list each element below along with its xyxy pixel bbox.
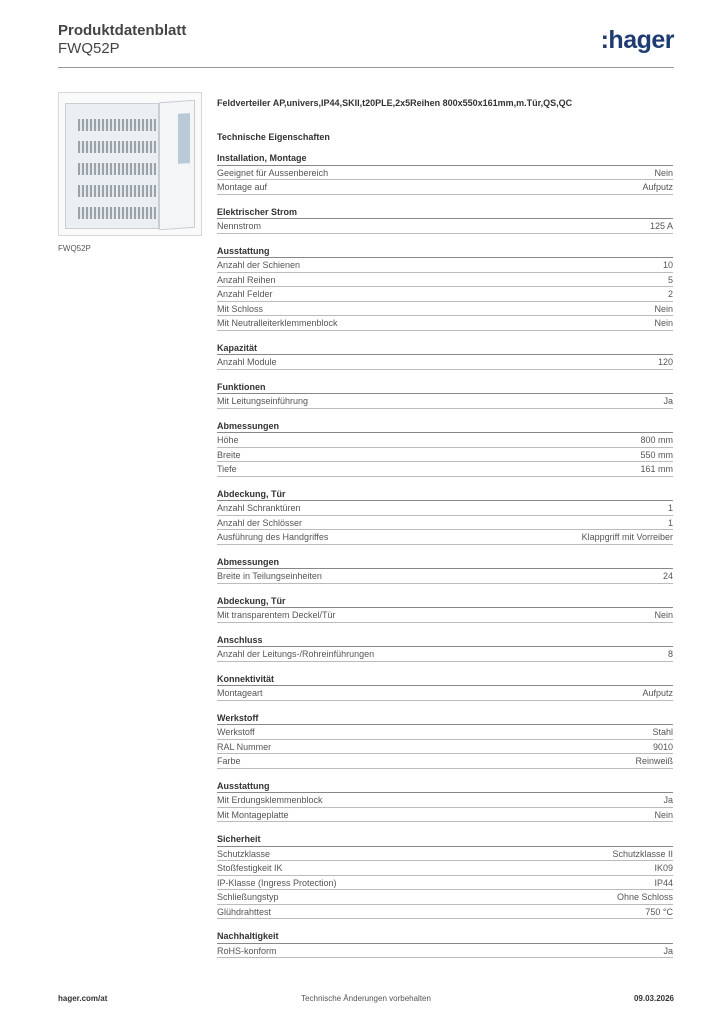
spec-label: Breite in Teilungseinheiten xyxy=(217,571,322,581)
spec-row xyxy=(217,448,673,463)
spec-value: 550 mm xyxy=(640,449,673,460)
spec-row xyxy=(217,890,673,905)
spec-section xyxy=(217,419,673,487)
section-title: Abdeckung, Tür xyxy=(217,594,673,609)
module-row xyxy=(78,140,160,152)
spec-value: Klappgriff mit Vorreiber xyxy=(581,532,673,542)
section-title: Funktionen xyxy=(217,380,673,395)
spec-section xyxy=(217,151,673,205)
spec-value: Ja xyxy=(663,795,673,805)
cabinet-body xyxy=(65,103,159,229)
spec-row xyxy=(217,686,673,701)
spec-value: 1 xyxy=(667,517,673,528)
spec-label: Höhe xyxy=(217,435,239,445)
spec-row xyxy=(217,516,673,531)
module-row xyxy=(78,118,160,130)
spec-row xyxy=(217,273,673,288)
spec-row xyxy=(217,725,673,740)
spec-label: IP-Klasse (Ingress Protection) xyxy=(217,877,337,888)
spec-value: 750 °C xyxy=(645,906,673,917)
section-title: Kapazität xyxy=(217,341,673,356)
spec-label: Anzahl Schranktüren xyxy=(217,503,301,513)
door-label-strip xyxy=(178,113,190,164)
spec-value: 24 xyxy=(662,571,673,581)
spec-row xyxy=(217,608,673,623)
spec-value: 2 xyxy=(667,289,673,299)
spec-value: 5 xyxy=(667,274,673,285)
spec-label: Mit Schloss xyxy=(217,303,264,314)
spec-row xyxy=(217,861,673,876)
spec-section xyxy=(217,779,673,833)
spec-row xyxy=(217,530,673,545)
spec-label: Anzahl Module xyxy=(217,357,277,367)
spec-value: Reinweiß xyxy=(635,756,673,766)
spec-sections xyxy=(217,151,673,968)
module-row xyxy=(78,206,160,218)
spec-row xyxy=(217,462,673,477)
section-title: Abmessungen xyxy=(217,419,673,434)
spec-section xyxy=(217,633,673,672)
spec-row xyxy=(217,944,673,959)
spec-label: Anzahl der Schienen xyxy=(217,260,301,270)
spec-label: RAL Nummer xyxy=(217,741,272,752)
section-title: Abdeckung, Tür xyxy=(217,487,673,502)
spec-section xyxy=(217,832,673,929)
document-header xyxy=(58,22,674,68)
spec-label: Tiefe xyxy=(217,464,237,474)
section-title: Werkstoff xyxy=(217,711,673,726)
section-title: Nachhaltigkeit xyxy=(217,929,673,944)
spec-row xyxy=(217,394,673,409)
section-title: Ausstattung xyxy=(217,779,673,794)
section-title: Installation, Montage xyxy=(217,151,673,166)
spec-row xyxy=(217,166,673,181)
cabinet-door xyxy=(159,100,195,231)
spec-section xyxy=(217,380,673,419)
spec-label: Montage auf xyxy=(217,182,268,192)
spec-section xyxy=(217,244,673,341)
spec-row xyxy=(217,219,673,234)
section-title: Anschluss xyxy=(217,633,673,648)
spec-value: Nein xyxy=(654,318,673,328)
spec-row xyxy=(217,905,673,920)
spec-row xyxy=(217,302,673,317)
document-title: Produktdatenblatt xyxy=(58,22,187,39)
spec-row xyxy=(217,433,673,448)
spec-value: Ja xyxy=(663,945,673,956)
spec-section xyxy=(217,555,673,594)
spec-section xyxy=(217,205,673,244)
spec-label: Anzahl der Schlösser xyxy=(217,517,303,528)
spec-label: Farbe xyxy=(217,756,241,766)
section-title: Ausstattung xyxy=(217,244,673,259)
spec-row xyxy=(217,808,673,823)
spec-row xyxy=(217,647,673,662)
spec-row xyxy=(217,258,673,273)
section-title: Elektrischer Strom xyxy=(217,205,673,220)
spec-value: 161 mm xyxy=(640,464,673,474)
spec-row xyxy=(217,355,673,370)
spec-row xyxy=(217,569,673,584)
spec-value: 1 xyxy=(667,503,673,513)
spec-section xyxy=(217,594,673,633)
spec-value: Nein xyxy=(654,167,673,178)
section-title: Sicherheit xyxy=(217,832,673,847)
spec-section xyxy=(217,711,673,779)
spec-row xyxy=(217,876,673,891)
product-description: Feldverteiler AP,univers,IP44,SKII,t20PLE,2x5Reihen 800x550x161mm,m.Tür,QS,QC xyxy=(217,98,573,108)
spec-value: IP44 xyxy=(654,877,673,888)
image-caption: FWQ52P xyxy=(58,244,91,253)
spec-value: IK09 xyxy=(654,863,673,873)
spec-value: Schutzklasse II xyxy=(612,848,673,859)
spec-label: Glühdrahttest xyxy=(217,906,272,917)
spec-row xyxy=(217,754,673,769)
spec-label: Stoßfestigkeit IK xyxy=(217,863,283,873)
spec-label: Mit Neutralleiterklemmenblock xyxy=(217,318,338,328)
spec-row xyxy=(217,740,673,755)
footer-date: 09.03.2026 xyxy=(633,994,674,1003)
spec-label: Anzahl der Leitungs-/Rohreinführungen xyxy=(217,649,375,659)
spec-value: Aufputz xyxy=(642,688,673,698)
spec-label: RoHS-konform xyxy=(217,945,277,956)
spec-label: Mit Montageplatte xyxy=(217,809,289,820)
product-code: FWQ52P xyxy=(58,40,120,57)
section-title: Konnektivität xyxy=(217,672,673,687)
section-title: Abmessungen xyxy=(217,555,673,570)
product-image xyxy=(58,92,202,236)
spec-value: Nein xyxy=(654,809,673,820)
spec-content xyxy=(217,97,673,968)
spec-section xyxy=(217,672,673,711)
spec-row xyxy=(217,847,673,862)
module-row xyxy=(78,184,160,196)
spec-label: Mit Leitungseinführung xyxy=(217,396,309,406)
spec-label: Ausführung des Handgriffes xyxy=(217,532,329,542)
spec-label: Nennstrom xyxy=(217,221,262,231)
spec-value: 125 A xyxy=(649,221,673,231)
spec-value: Ohne Schloss xyxy=(616,892,673,902)
spec-value: 10 xyxy=(662,260,673,270)
spec-value: 8 xyxy=(667,649,673,659)
spec-label: Montageart xyxy=(217,688,263,698)
footer-website[interactable]: hager.com/at xyxy=(58,994,108,1003)
spec-label: Breite xyxy=(217,449,241,460)
spec-label: Anzahl Reihen xyxy=(217,274,276,285)
spec-value: Stahl xyxy=(652,727,673,737)
footer-notice: Technische Änderungen vorbehalten xyxy=(301,994,431,1003)
hager-logo: :hager xyxy=(600,26,674,54)
spec-label: Anzahl Felder xyxy=(217,289,273,299)
spec-section xyxy=(217,487,673,555)
spec-label: Mit Erdungsklemmenblock xyxy=(217,795,323,805)
spec-label: Schließungstyp xyxy=(217,892,279,902)
tech-heading: Technische Eigenschaften xyxy=(217,132,330,142)
spec-value: Nein xyxy=(654,303,673,314)
spec-value: Aufputz xyxy=(642,182,673,192)
spec-label: Schutzklasse xyxy=(217,848,271,859)
spec-row xyxy=(217,793,673,808)
spec-row xyxy=(217,287,673,302)
spec-value: 9010 xyxy=(652,741,673,752)
spec-value: 800 mm xyxy=(640,435,673,445)
spec-section xyxy=(217,341,673,380)
spec-row xyxy=(217,501,673,516)
spec-row xyxy=(217,180,673,195)
page-footer xyxy=(58,994,674,1008)
spec-row xyxy=(217,316,673,331)
spec-section xyxy=(217,929,673,968)
spec-value: Ja xyxy=(663,396,673,406)
spec-value: 120 xyxy=(657,357,673,367)
spec-label: Mit transparentem Deckel/Tür xyxy=(217,610,336,620)
spec-label: Geeignet für Aussenbereich xyxy=(217,167,329,178)
spec-label: Werkstoff xyxy=(217,727,255,737)
spec-value: Nein xyxy=(654,610,673,620)
module-row xyxy=(78,162,160,174)
